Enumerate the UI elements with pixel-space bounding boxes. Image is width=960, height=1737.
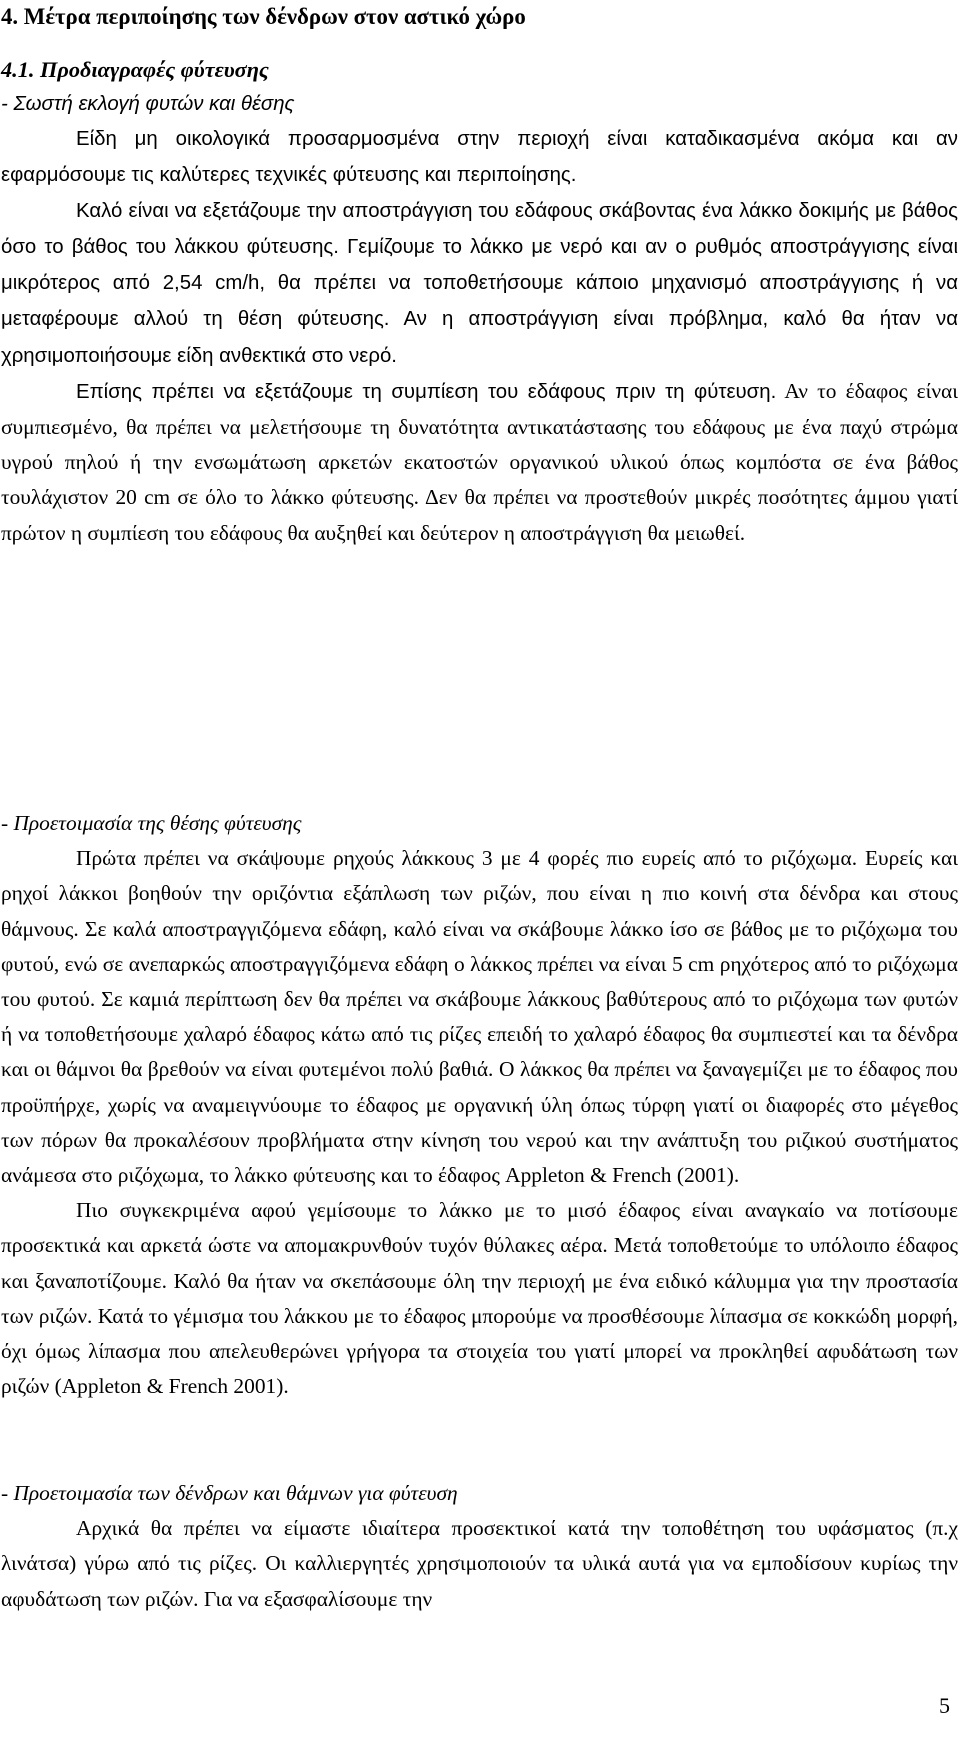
paragraph-digging: Πρώτα πρέπει να σκάψουμε ρηχούς λάκκους 3 με 4 φορές πιο ευρείς από το ριζόχωμα. Ευρείς και ρηχοί λάκκοι βοηθούν την οριζόντια εξάπλωση των ριζών, που είναι η πιο κοινή στα δένδρα και στους θάμνους. Σε καλά αποστραγγιζόμενα εδάφη, καλό είναι να σκάβουμε λάκκο ίσο σε βάθος με το ριζόχωμα του φυτού, ενώ σε ανεπαρκώς αποστραγγιζόμενα εδάφη ο λάκκος πρέπει να είναι 5 cm ρηχότερος από το ριζόχωμα του φυτού. Σε καμιά περίπτωση δεν θα πρέπει να σκάβουμε λάκκους βαθύτερους από το ριζόχωμα των φυτών ή να τοποθετήσουμε χαλαρό έδαφος κάτω από τις ρίζες επειδή το χαλαρό έδαφος θα συμπιεστεί και τα δένδρα και οι θάμνοι θα βρεθούν να είναι φυτεμένοι πολύ βαθιά. Ο λάκκος θα πρέπει να ξαναγεμίζει με το έδαφος που προϋπήρχε, χωρίς να αναμειγνύουμε το έδαφος με οργανική ύλη όπως τύρφη γιατί οι διαφορές στο μέγεθος των πόρων θα προκαλέσουν προβλήματα στην κίνηση του νερού και την ανάπτυξη του ριζικού συστήματος ανάμεσα στο ριζόχωμα, το λάκκο φύτευσης και το έδαφος Appleton & French (2001). (1, 846, 958, 1188)
paragraph-backfill: Πιο συγκεκριμένα αφού γεμίσουμε το λάκκο με το μισό έδαφος είναι αναγκαίο να ποτίσουμε προσεκτικά και αρκετά ώστε να απομακρυνθούν τυχόν θύλακες αέρα. Μετά τοποθετούμε το υπόλοιπο έδαφος και ξαναποτίζουμε. Καλό θα ήταν να σκεπάσουμε όλη την περιοχή με ένα ειδικό κάλυμμα για την προστασία των ριζών. Κατά το γέμισμα του λάκκου με το έδαφος μπορούμε να προσθέσουμε λίπασμα σε κοκκώδη μορφή, όχι όμως λίπασμα που απελευθερώνει γρήγορα τα στοιχεία του γιατί μπορεί να προκληθεί αφυδάτωση των ριζών (Appleton & French 2001). (1, 1198, 958, 1399)
paragraph-drainage (1, 193, 958, 374)
paragraph-burlap: Αρχικά θα πρέπει να είμαστε ιδιαίτερα προσεκτικοί κατά την τοποθέτηση του υφάσματος (π.χ λινάτσα) γύρω από τις ρίζες. Οι καλλιεργητές χρησιμοποιούν τα υλικά αυτά για να εμποδίσουν κυρίως την αφυδάτωση των ριζών. Για να εξασφαλίσουμε την (1, 1516, 958, 1611)
page-number: 5 (939, 1693, 950, 1718)
paragraph-compaction (1, 374, 958, 551)
section-site-preparation (1, 806, 958, 1404)
section-4-1 (1, 52, 958, 551)
section-plant-preparation (1, 1476, 958, 1617)
paragraph-species: Είδη μη οικολογικά προσαρμοσμένα στην περιοχή είναι καταδικασμένα ακόμα και αν εφαρμόσουμε τις καλύτερες τεχνικές φύτευσης και περιποίησης. (1, 128, 958, 186)
drainage-text-a: Καλό είναι να εξετάζουμε την αποστράγγιση του εδάφους σκάβοντας ένα λάκκο δοκιμής με βάθος όσο το βάθος του λάκκου φύτευσης. (1, 199, 958, 259)
subsection-label-plants: - Προετοιμασία των δένδρων και θάμνων για φύτευση (1, 1481, 458, 1505)
subsection-label-species: - Σωστή εκλογή φυτών και θέσης (1, 93, 295, 116)
drainage-text-b: Γεμίζουμε το λάκκο με νερό και αν ο ρυθμός αποστράγγισης είναι μικρότερος από 2,54 cm/h, θα πρέπει να τοποθετήσουμε κάποιο μηχανισμό αποστράγγισης ή να μεταφέρουμε αλλού τη θέση φύτευσης. (1, 236, 958, 331)
compaction-text-b: Αν το έδαφος είναι συμπιεσμένο, θα πρέπει να μελετήσουμε τη δυνατότητα αντικατάστασης του εδάφους με ένα παχύ στρώμα υγρού πηλού ή την ενσωμάτωση αρκετών εκατοστών οργανικού υλικού όπως κομπόστα σε ένα βάθος τουλάχιστον 20 cm σε όλο το λάκκο φύτευσης. Δεν θα πρέπει να προστεθούν μικρές ποσότητες άμμου γιατί πρώτον η συμπίεση του εδάφους θα αυξηθεί και δεύτερον η αποστράγγιση θα μειωθεί. (1, 378, 959, 545)
section-title: 4.1. Προδιαγραφές φύτευσης (1, 57, 269, 82)
chapter-title: 4. Μέτρα περιποίησης των δένδρων στον αστικό χώρο (1, 4, 526, 29)
subsection-label-site: - Προετοιμασία της θέσης φύτευσης (1, 811, 302, 835)
drainage-text-c: Αν η αποστράγγιση είναι πρόβλημα, καλό θα ήταν να χρησιμοποιήσουμε είδη ανθεκτικά στο νερό. (1, 308, 958, 367)
compaction-text-a: Επίσης πρέπει να εξετάζουμε τη συμπίεση του εδάφους πριν τη φύτευση. (76, 380, 777, 403)
